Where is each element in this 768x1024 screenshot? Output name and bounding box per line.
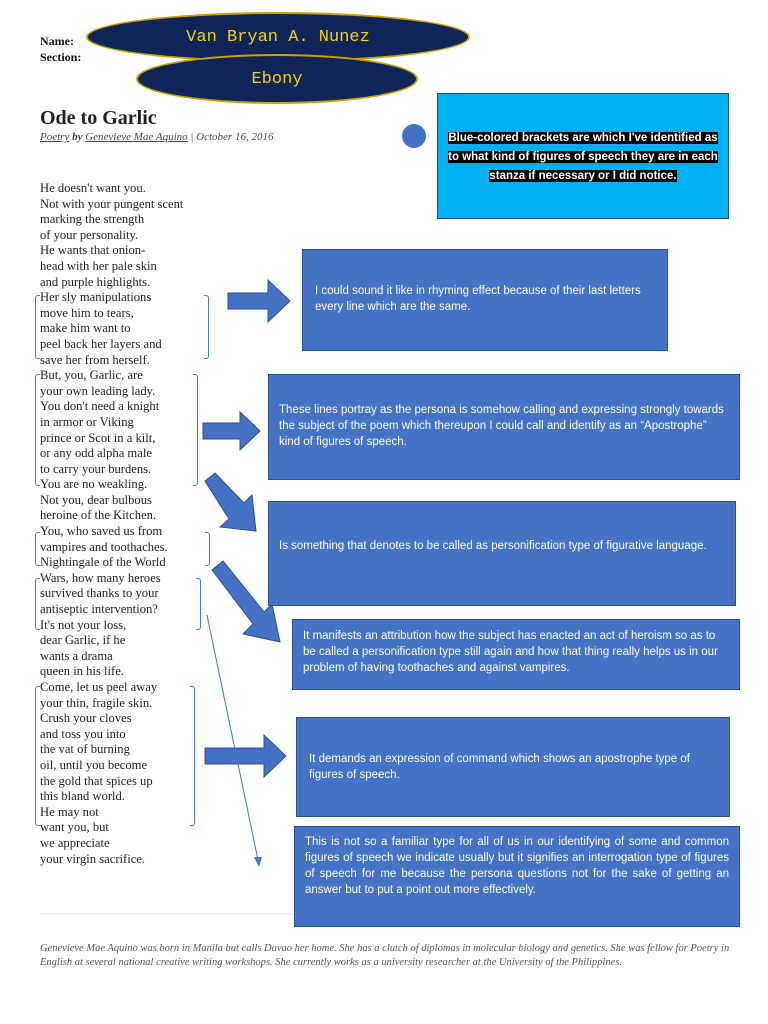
poem-line: the vat of burning: [40, 742, 130, 757]
note-text-4: It manifests an attribution how the subject has enacted an act of heroism so as to be called a personification type still again and how that thing really helps us in our problem of having toothaches and against vampires.: [303, 630, 718, 674]
poem-line: your virgin sacrifice.: [40, 851, 146, 866]
arrow-right-icon: [205, 735, 286, 777]
note-box-2: [268, 374, 740, 480]
byline-category: Poetry: [40, 131, 70, 143]
poem-line: and toss you into: [40, 726, 126, 741]
author-bio: Genevieve Mae Aquino was born in Manila but calls Davao her home. She has a clutch of diplomas in molecular biology and genetics. She was fellow for Poetry in English at several national creative writing workshops. She currently works as a university researcher at the University of the Philippines.: [40, 943, 730, 968]
note-box-6: [294, 826, 740, 927]
note-text-3: Is something that denotes to be called as personification type of figurative language.: [279, 540, 707, 552]
poem-line: You, who saved us from: [40, 524, 163, 539]
poem-line: wants a drama: [40, 648, 113, 663]
name-value: Van Bryan A. Nunez: [186, 27, 370, 47]
poem-line: Wars, how many heroes: [40, 570, 161, 585]
poem-line: and purple highlights.: [40, 274, 151, 289]
poem-line: make him want to: [40, 321, 131, 336]
arrow-diagonal-icon: [205, 473, 256, 531]
note-text-1: I could sound it like in rhyming effect because of their last letters every line which are the same.: [315, 285, 641, 313]
poem-line: your thin, fragile skin.: [40, 695, 153, 710]
poem-line: He may not: [40, 804, 99, 819]
poem-line: this bland world.: [40, 789, 126, 804]
poem-line: Her sly manipulations: [40, 290, 152, 305]
byline-date: | October 16, 2016: [190, 131, 274, 143]
poem-line: move him to tears,: [40, 305, 134, 320]
arrow-right-icon: [228, 280, 290, 322]
poem-line: prince or Scot in a kilt,: [40, 430, 156, 445]
byline-author: Genevieve Mae Aquino: [85, 131, 188, 143]
poem-line: You don't need a knight: [40, 399, 160, 414]
note-box-5: [296, 717, 730, 817]
note-text-6: This is not so a familiar type for all of us in our identifying of some and common figures of speech we indicate usually but it signifies an interrogation type of figures of speech for me because the persona questions not for the sake of getting an answer but to put a point out more effectively.: [305, 836, 729, 896]
section-label: Section:: [40, 50, 82, 64]
note-box-3: [268, 501, 736, 606]
poem-line: oil, until you become: [40, 757, 148, 772]
poem-line: the gold that spices up: [40, 773, 153, 788]
poem-line: want you, but: [40, 820, 109, 835]
poem-line: of your personality.: [40, 227, 139, 242]
poem-line: Nightingale of the World: [40, 555, 166, 570]
poem-line: queen in his life.: [40, 664, 124, 679]
poem-line: He doesn't want you.: [40, 181, 146, 195]
poem-line: vampires and toothaches.: [40, 539, 168, 554]
note-box-4: [292, 619, 740, 690]
poem-line: You are no weakling.: [40, 477, 148, 492]
poem-line: or any odd alpha male: [40, 446, 152, 461]
poem-line: marking the strength: [40, 212, 145, 227]
poem-line: head with her pale skin: [40, 258, 157, 273]
poem-line: in armor or Viking: [40, 414, 134, 429]
poem-title: Ode to Garlic: [40, 107, 157, 129]
poem-line: save her from herself.: [40, 352, 150, 367]
connector-line: [207, 615, 258, 860]
poem-line: heroine of the Kitchen.: [40, 508, 157, 523]
arrow-right-icon: [203, 412, 260, 450]
poem-line: your own leading lady.: [40, 383, 156, 398]
name-label: Name:: [40, 34, 74, 48]
section-value: Ebony: [251, 69, 303, 89]
legend-text: Blue-colored brackets are which I've identified as to what kind of figures of speech they are in each stanza if necessary or I did notice.: [448, 132, 718, 182]
poem-line: It's not your loss,: [40, 617, 127, 632]
poem-line: Not you, dear bulbous: [40, 492, 152, 507]
poem-line: Come, let us peel away: [40, 680, 158, 694]
poem-line: antiseptic intervention?: [40, 602, 158, 617]
note-text-2: These lines portray as the persona is somehow calling and expressing strongly towards the subject of the poem which thereupon I could call and identify as an “Apostrophe” kind of figures of speech.: [279, 404, 724, 448]
poem-line: Not with your pungent scent: [40, 196, 184, 211]
poem-line: survived thanks to your: [40, 586, 159, 601]
poem-line: But, you, Garlic, are: [40, 368, 143, 383]
connector-arrowhead-icon: [254, 857, 262, 867]
poem-line: Crush your cloves: [40, 711, 132, 726]
poem-line: peel back her layers and: [40, 336, 162, 351]
poem-line: He wants that onion-: [40, 243, 146, 258]
note-box-1: [302, 249, 668, 351]
poem-line: to carry your burdens.: [40, 461, 152, 476]
note-text-5: It demands an expression of command which shows an apostrophe type of figures of speech.: [309, 753, 690, 781]
poem-line: dear Garlic, if he: [40, 633, 126, 648]
poem-line: we appreciate: [40, 835, 110, 850]
byline-by: by: [72, 131, 83, 143]
